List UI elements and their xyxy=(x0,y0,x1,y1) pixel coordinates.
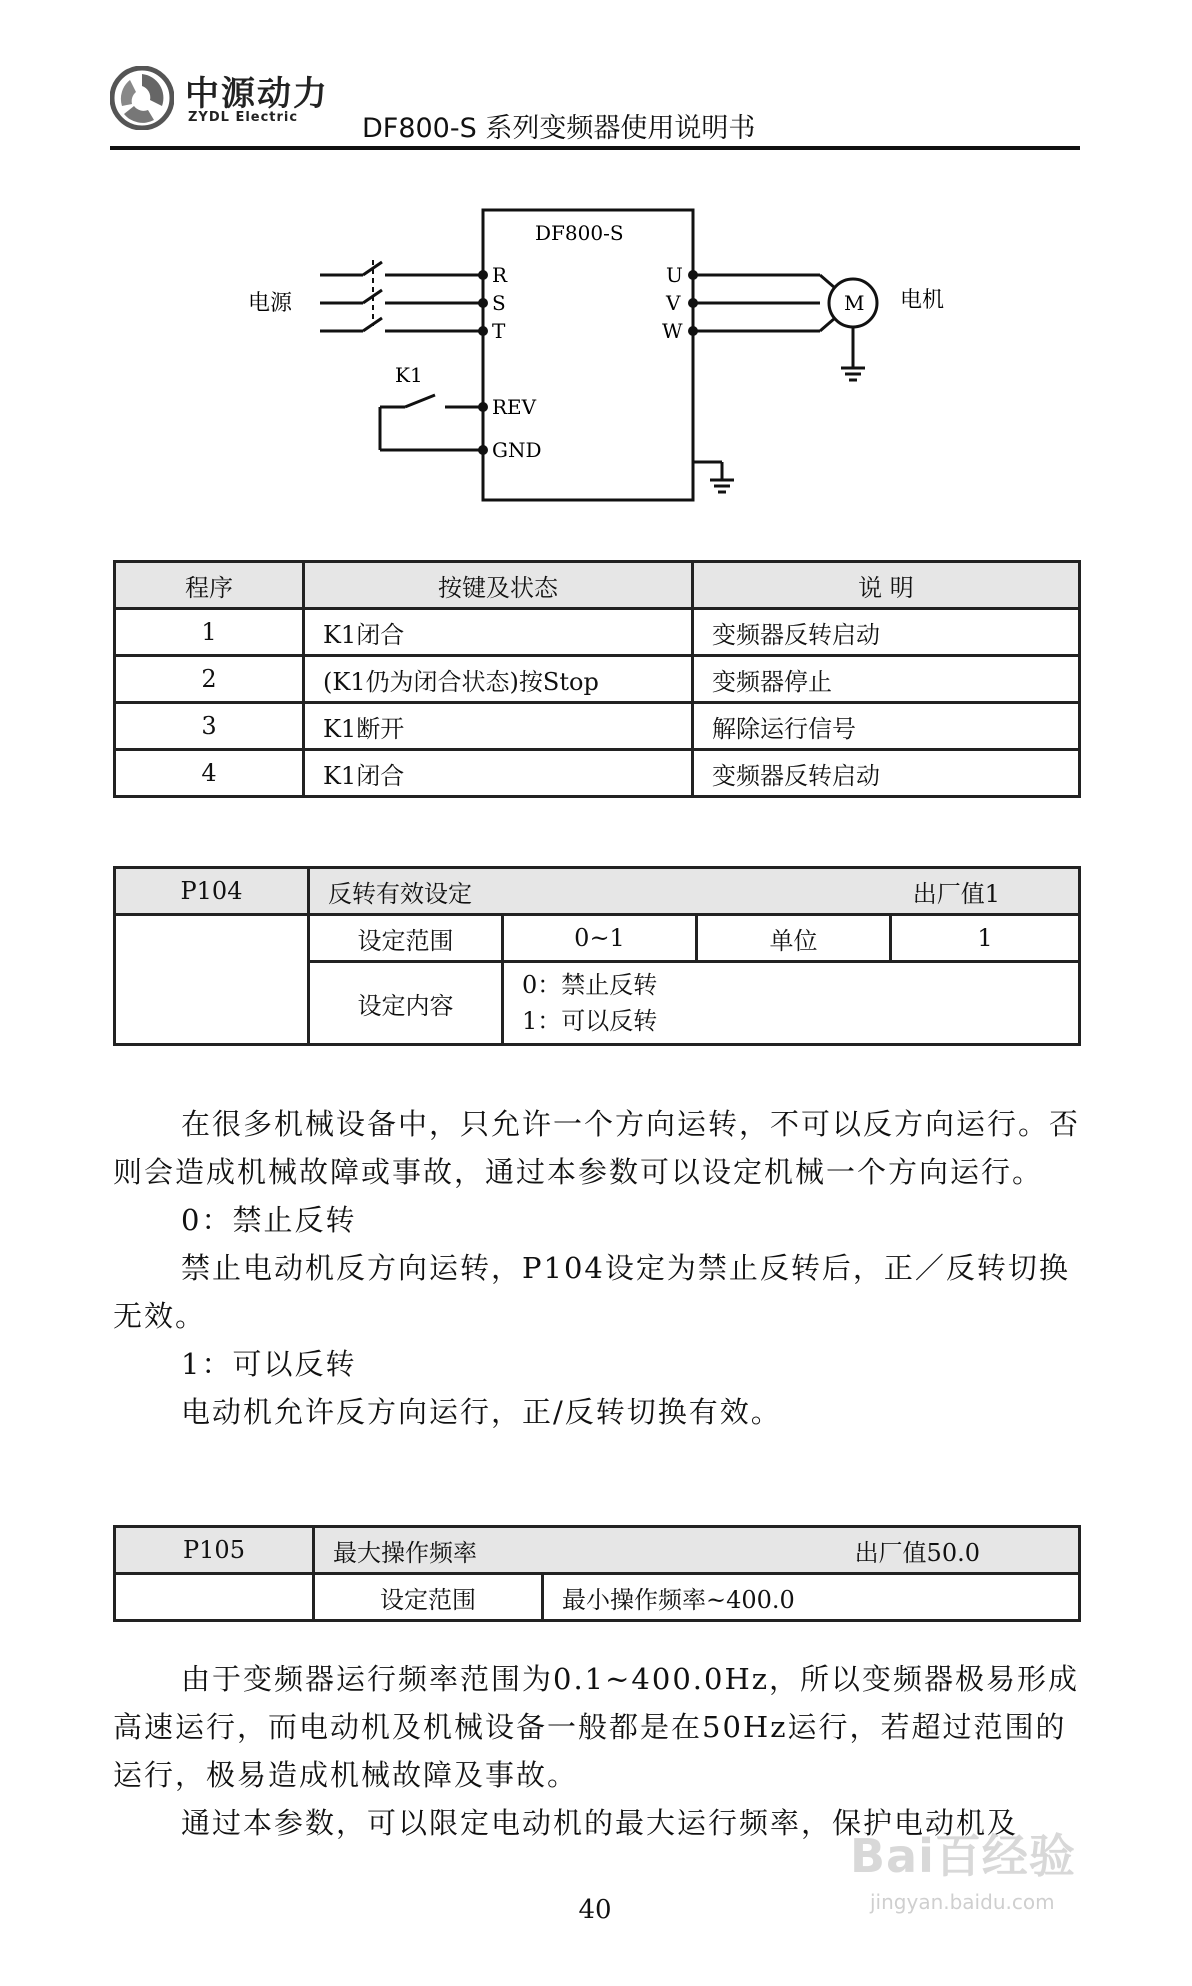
header-divider xyxy=(110,146,1080,150)
parameter-range-row xyxy=(115,915,1080,962)
table-row xyxy=(115,750,1080,797)
terminal-u: U xyxy=(666,263,683,287)
paragraph: 禁止电动机反方向运转，P104设定为禁止反转后，正／反转切换无效。 xyxy=(113,1251,1070,1333)
table-cell: 4 xyxy=(115,750,304,797)
table-cell: 2 xyxy=(115,656,304,703)
table-cell: (K1仍为闭合状态)按Stop xyxy=(304,656,693,703)
paragraph: 通过本参数，可以限定电动机的最大运行频率，保护电动机及 xyxy=(181,1806,1019,1840)
parameter-default: 出厂值50.0 xyxy=(854,1538,980,1567)
p105-parameter-table xyxy=(113,1525,1081,1622)
brand-logo-icon xyxy=(110,66,174,130)
motor-lines xyxy=(693,275,790,331)
device-label: DF800-S xyxy=(535,221,624,245)
content-label: 设定内容 xyxy=(309,962,503,1045)
parameter-name: 最大操作频率 xyxy=(333,1538,477,1567)
paragraph: 1：可以反转 xyxy=(181,1347,357,1381)
parameter-name: 反转有效设定 xyxy=(328,879,472,908)
table-cell: 解除运行信号 xyxy=(693,703,1080,750)
motor-label: 电机 xyxy=(900,288,945,313)
table-cell: K1闭合 xyxy=(304,609,693,656)
table-cell: 变频器反转启动 xyxy=(693,750,1080,797)
content-line: 1：可以反转 xyxy=(522,1007,658,1035)
terminal-v: V xyxy=(666,291,681,315)
table-cell: 1 xyxy=(115,609,304,656)
table-cell: K1断开 xyxy=(304,703,693,750)
page-number: 40 xyxy=(578,1895,612,1925)
text-block-2 xyxy=(113,1655,1081,1847)
power-input-lines xyxy=(320,260,483,331)
table-row xyxy=(115,656,1080,703)
content-cell xyxy=(503,962,1080,1045)
power-label: 电源 xyxy=(248,291,293,316)
paragraph: 在很多机械设备中，只允许一个方向运转，不可以反方向运行。否则会造成机械故障或事故，通过本参数可以设定机械一个方向运行。 xyxy=(113,1107,1081,1189)
table-row xyxy=(115,703,1080,750)
paragraph: 0：禁止反转 xyxy=(181,1203,357,1237)
range-value: 0~1 xyxy=(503,915,697,962)
wiring-diagram xyxy=(230,200,790,510)
header-cell: 说 明 xyxy=(693,562,1080,609)
unit-label: 单位 xyxy=(697,915,891,962)
text-block-1 xyxy=(113,1100,1081,1436)
empty-cell xyxy=(115,915,309,1045)
range-value: 最小操作频率~400.0 xyxy=(543,1574,1080,1621)
parameter-range-row xyxy=(115,1574,1080,1621)
motor-m-label: M xyxy=(844,291,865,315)
inverter-ground-icon xyxy=(693,462,734,492)
terminal-s: S xyxy=(492,291,506,315)
paragraph: 电动机允许反方向运行，正/反转切换有效。 xyxy=(181,1395,782,1429)
brand-name-en: ZYDL Electric xyxy=(188,110,299,125)
document-title: DF800-S 系列变频器使用说明书 xyxy=(362,113,756,144)
p104-parameter-table xyxy=(113,866,1081,1046)
parameter-header-row xyxy=(115,868,1080,915)
brand-name-cn: 中源动力 xyxy=(185,74,329,114)
terminal-rev: REV xyxy=(492,395,537,419)
k1-label: K1 xyxy=(395,363,423,387)
table-cell: 变频器反转启动 xyxy=(693,609,1080,656)
empty-cell xyxy=(115,1574,314,1621)
page-header xyxy=(110,60,1080,150)
steps-table xyxy=(113,560,1081,798)
header-cell: 程序 xyxy=(115,562,304,609)
terminal-gnd: GND xyxy=(492,438,542,462)
paragraph: 由于变频器运行频率范围为0.1~400.0Hz，所以变频器极易形成高速运行，而电动机及机械设备一般都是在50Hz运行，若超过范围的运行，极易造成机械故障及事故。 xyxy=(113,1662,1080,1792)
range-label: 设定范围 xyxy=(309,915,503,962)
header-cell: 按键及状态 xyxy=(304,562,693,609)
terminal-w: W xyxy=(662,319,683,343)
range-label: 设定范围 xyxy=(314,1574,543,1621)
motor-symbol xyxy=(780,250,1000,390)
table-cell: 变频器停止 xyxy=(693,656,1080,703)
parameter-default: 出厂值1 xyxy=(912,879,1000,908)
parameter-title-cell xyxy=(309,868,1080,915)
table-header-row xyxy=(115,562,1080,609)
parameter-code: P104 xyxy=(115,868,309,915)
table-cell: K1闭合 xyxy=(304,750,693,797)
watermark-logo: Bai百经验 xyxy=(850,1829,1076,1883)
terminal-r: R xyxy=(492,263,508,287)
parameter-title-cell xyxy=(314,1527,1080,1574)
table-row xyxy=(115,609,1080,656)
watermark-url: jingyan.baidu.com xyxy=(870,1890,1055,1914)
parameter-code: P105 xyxy=(115,1527,314,1574)
table-cell: 3 xyxy=(115,703,304,750)
k1-switch xyxy=(380,395,483,450)
unit-value: 1 xyxy=(891,915,1080,962)
terminal-t: T xyxy=(492,319,506,343)
parameter-header-row xyxy=(115,1527,1080,1574)
content-line: 0：禁止反转 xyxy=(522,971,658,999)
